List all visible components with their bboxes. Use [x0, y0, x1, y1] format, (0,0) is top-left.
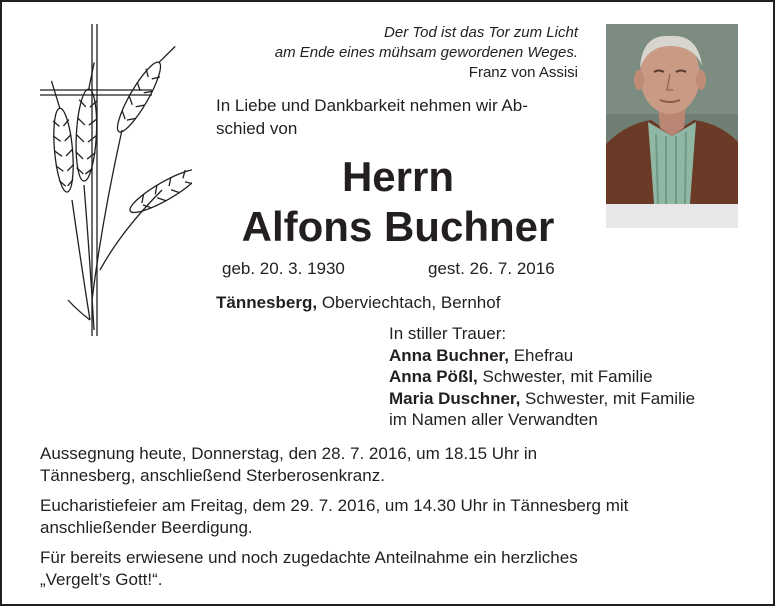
- places: [216, 293, 500, 313]
- mourner-relation: Schwester, mit Familie: [520, 388, 696, 408]
- place-main: Tännesberg,: [216, 293, 318, 312]
- quote: [202, 23, 578, 83]
- mourner-relation: Ehefrau: [508, 345, 574, 365]
- deceased-name-block: [198, 152, 598, 252]
- birth-date: geb. 20. 3. 1930: [222, 259, 345, 278]
- place-others: Oberviechtach, Bernhof: [317, 293, 501, 312]
- blessing-notice: [40, 443, 750, 487]
- mourner-entry: [389, 388, 769, 410]
- mourners: [389, 323, 769, 431]
- mourner-relation: Schwester, mit Familie: [477, 367, 653, 386]
- mourner-entry: [389, 345, 769, 367]
- quote-line: Der Tod ist das Tor zum Licht: [384, 24, 578, 41]
- mourner-entry: [389, 366, 769, 388]
- intro-text: [216, 94, 581, 140]
- notices: [40, 443, 750, 599]
- mourner-name: Maria Duschner,: [389, 388, 521, 408]
- notice-line: „Vergelt’s Gott!“.: [40, 570, 163, 589]
- quote-author: Franz von Assisi: [468, 64, 578, 81]
- notice-line: Tännesberg, anschließend Sterberosenkranz.: [40, 466, 385, 485]
- thanks-notice: [40, 547, 750, 591]
- notice-line: anschließender Beerdigung.: [40, 518, 253, 537]
- mourner-name: Anna Buchner,: [389, 345, 509, 365]
- notice-line: Eucharistiefeier am Freitag, dem 29. 7. 2016, um 14.30 Uhr in Tännesberg mit: [40, 496, 629, 515]
- mourners-closing: im Namen aller Verwandten: [389, 410, 598, 429]
- intro-line: schied von: [216, 119, 298, 138]
- mourner-name: Anna Pößl,: [389, 367, 478, 386]
- salutation: Herrn: [341, 153, 455, 200]
- eucharist-notice: [40, 495, 750, 539]
- notice-line: Aussegnung heute, Donnerstag, den 28. 7. 2016, um 18.15 Uhr in: [40, 444, 538, 463]
- death-date: gest. 26. 7. 2016: [428, 259, 555, 278]
- mourners-heading: In stiller Trauer:: [389, 324, 507, 343]
- deceased-name: Alfons Buchner: [241, 203, 555, 250]
- portrait-photo: [606, 24, 738, 228]
- cross-with-wheat-icon: [32, 20, 192, 342]
- notice-line: Für bereits erwiesene und noch zugedachte Anteilnahme ein herzliches: [40, 548, 578, 567]
- intro-line: In Liebe und Dankbarkeit nehmen wir Ab-: [216, 96, 528, 115]
- quote-line: am Ende eines mühsam gewordenen Weges.: [274, 44, 578, 61]
